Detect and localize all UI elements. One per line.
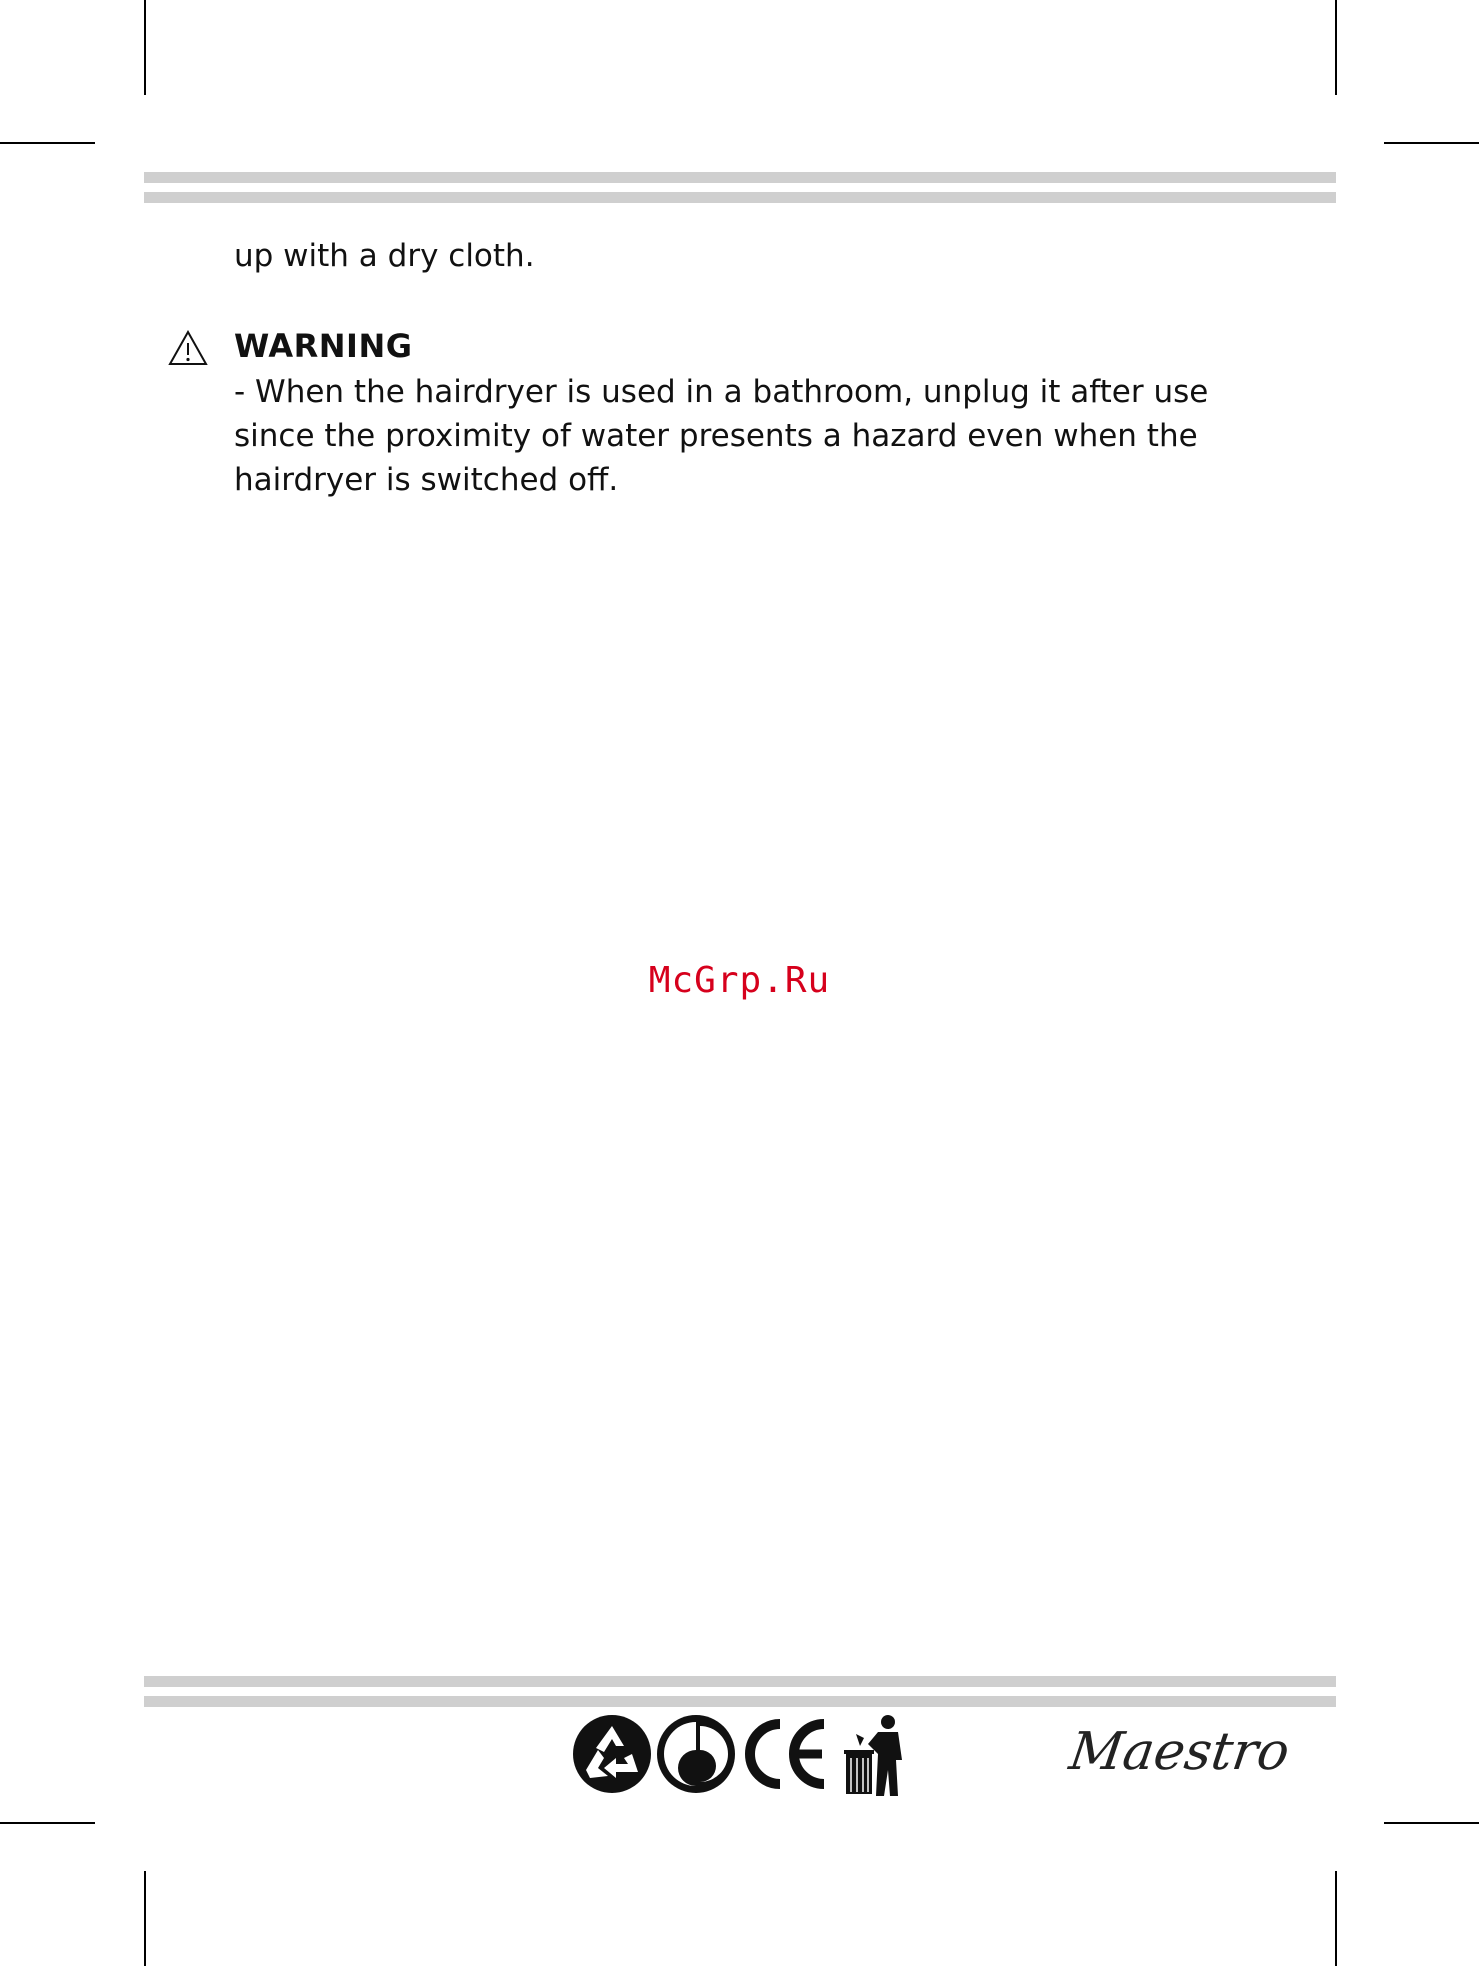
crop-mark-top-left-h — [0, 142, 95, 144]
warning-triangle-icon — [168, 330, 208, 366]
crop-mark-top-left-v — [144, 0, 146, 95]
intro-text: up with a dry cloth. — [234, 238, 535, 274]
crop-mark-bottom-right-v — [1335, 1871, 1337, 1966]
header-band-1 — [144, 172, 1336, 183]
warning-title: WARNING — [234, 327, 413, 365]
header-band-2 — [144, 192, 1336, 203]
tidyman-bin-icon — [840, 1714, 910, 1798]
crop-mark-top-right-h — [1384, 142, 1479, 144]
crop-mark-bottom-left-h — [0, 1822, 95, 1824]
crop-mark-top-right-v — [1335, 0, 1337, 95]
footer-band-1 — [144, 1676, 1336, 1687]
green-dot-icon — [656, 1714, 736, 1794]
brand-logo: Maestro — [1065, 1722, 1293, 1782]
crop-mark-bottom-right-h — [1384, 1822, 1479, 1824]
recycle-icon — [572, 1714, 652, 1794]
watermark: McGrp.Ru — [648, 960, 831, 1001]
footer-band-2 — [144, 1696, 1336, 1707]
warning-text: - When the hairdryer is used in a bathroom, unplug it after use since the proximity of water presents a hazard even when the hairdryer is switched off. — [234, 374, 1209, 498]
ce-mark-icon — [742, 1714, 832, 1794]
crop-mark-bottom-left-v — [144, 1871, 146, 1966]
compliance-symbols — [572, 1714, 912, 1798]
